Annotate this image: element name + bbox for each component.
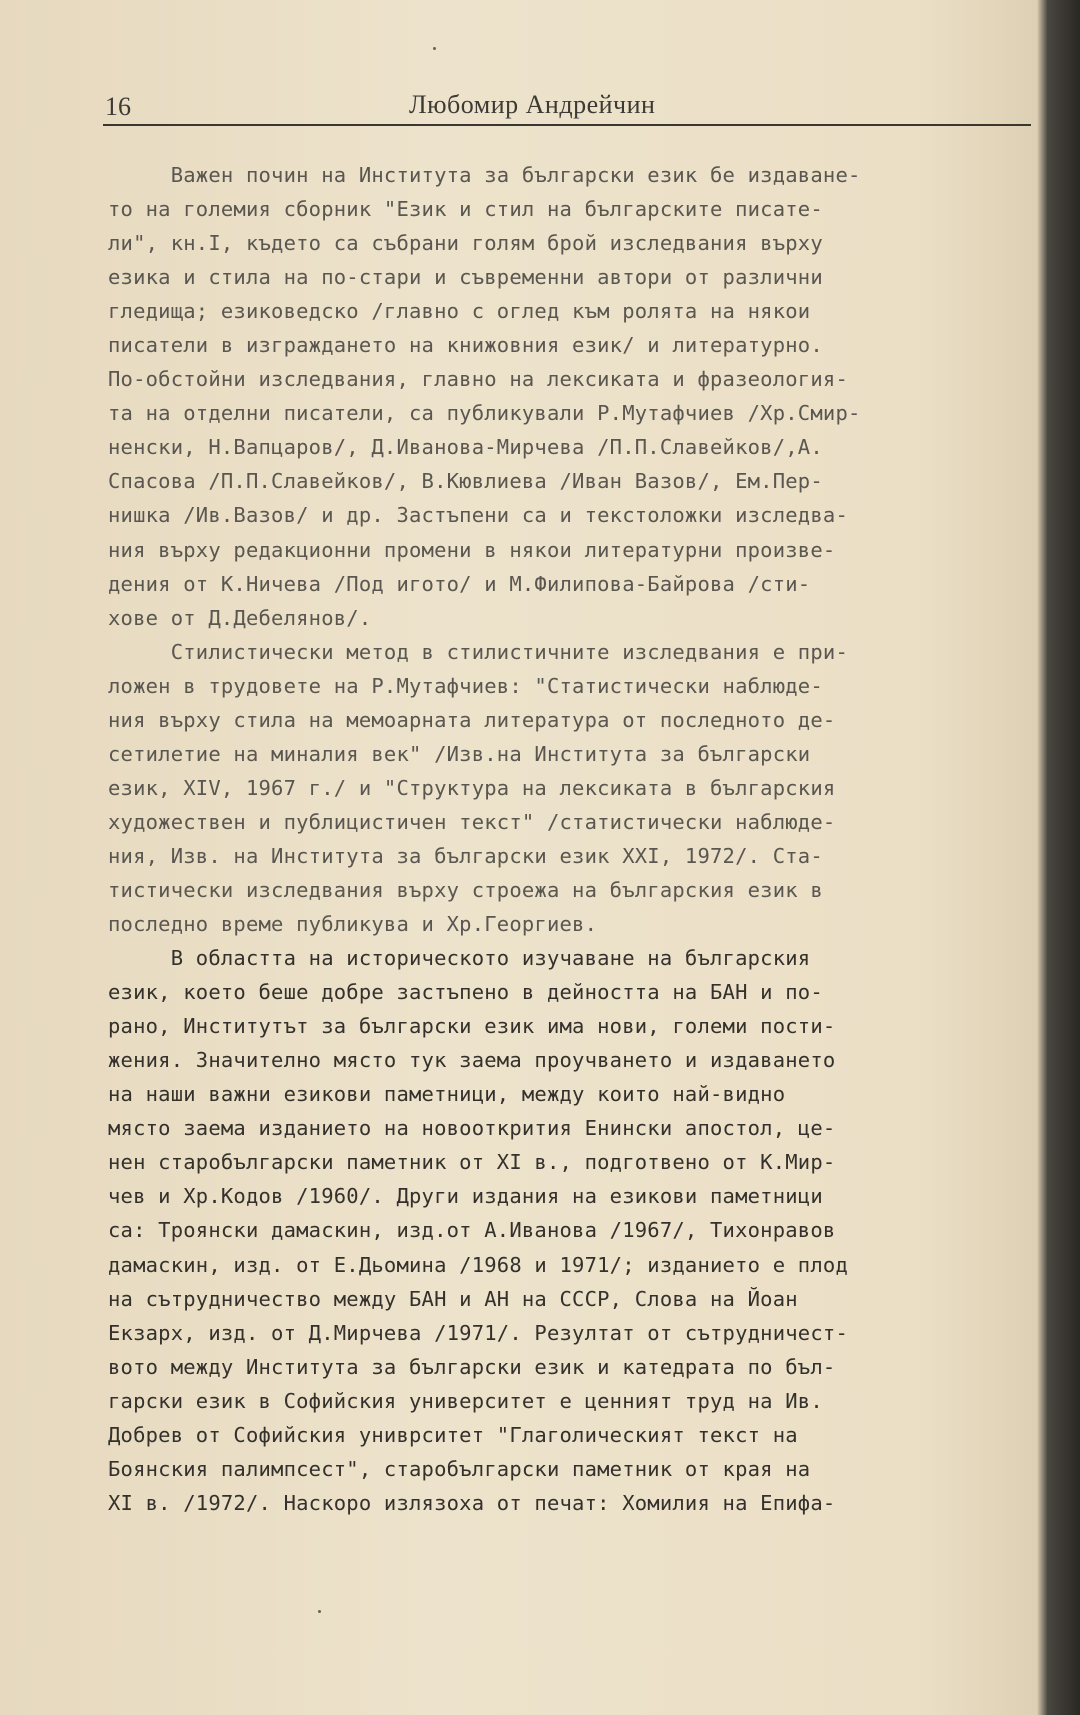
text-line: Екзарх, изд. от Д.Мирчева /1971/. Резултат от сътрудничест- bbox=[108, 1320, 848, 1345]
text-line: хове от Д.Дебелянов/. bbox=[108, 605, 372, 630]
text-line: ния върху стила на мемоарната литература от последното де- bbox=[108, 707, 836, 732]
text-line: на сътрудничество между БАН и АН на СССР, Слова на Йоан bbox=[108, 1286, 798, 1311]
text-line: език, XIV, 1967 г./ и "Структура на лексиката в българския bbox=[108, 775, 836, 800]
text-line: нишка /Ив.Вазов/ и др. Застъпени са и текстоложки изследва- bbox=[108, 503, 848, 528]
text-line: то на големия сборник "Език и стил на българските писате- bbox=[108, 197, 823, 222]
text-line: Важен почин на Института за български език бе издаване- bbox=[108, 163, 861, 187]
text-line: гледища; езиковедско /главно с оглед към ролята на някои bbox=[108, 299, 811, 324]
text-line: художествен и публицистичен текст" /статистически наблюде- bbox=[108, 809, 836, 834]
text-line: Добрев от Софийския униврситет "Глаголическият текст на bbox=[108, 1422, 798, 1447]
page-number: 16 bbox=[105, 92, 131, 121]
text-line: гарски език в Софийския университет е ценният труд на Ив. bbox=[108, 1388, 823, 1413]
paper-speck bbox=[433, 47, 436, 50]
text-line: ния, Изв. на Института за български език XXI, 1972/. Ста- bbox=[108, 843, 823, 868]
body-text bbox=[108, 158, 1038, 1520]
text-line: вото между Института за български език и катедрата по бъл- bbox=[108, 1354, 836, 1379]
text-line: По-обстойни изследвания, главно на лексиката и фразеология- bbox=[108, 367, 848, 392]
text-line: Боянския палимпсест", старобългарски паметник от края на bbox=[108, 1456, 811, 1481]
text-line: та на отделни писатели, са публикували Р.Мутафчиев /Хр.Смир- bbox=[108, 401, 861, 426]
text-line: сетилетие на миналия век" /Изв.на Института за български bbox=[108, 741, 811, 766]
text-line: на наши важни езикови паметници, между които най-видно bbox=[108, 1082, 786, 1107]
text-line: XI в. /1972/. Наскоро излязоха от печат: Хомилия на Епифа- bbox=[108, 1490, 836, 1515]
text-line: тистически изследвания върху строежа на българския език в bbox=[108, 877, 823, 902]
page-header bbox=[103, 90, 1031, 126]
text-line: са: Троянски дамаскин, изд.от А.Иванова /1967/, Тихонравов bbox=[108, 1218, 836, 1243]
text-line: рано, Институтът за български език има нови, големи пости- bbox=[108, 1014, 836, 1039]
text-line: последно време публикува и Хр.Георгиев. bbox=[108, 912, 598, 937]
text-line: чев и Хр.Кодов /1960/. Други издания на езикови паметници bbox=[108, 1184, 823, 1209]
text-line: дения от К.Ничева /Под игото/ и М.Филипова-Байрова /сти- bbox=[108, 571, 811, 596]
text-line: Стилистически метод в стилистичните изследвания е при- bbox=[108, 639, 848, 664]
text-line: писатели в изграждането на книжовния език/ и литературно. bbox=[108, 333, 823, 358]
text-line: ли", кн.I, където са събрани голям брой изследвания върху bbox=[108, 231, 823, 256]
text-line: ния върху редакционни промени в някои литературни произве- bbox=[108, 537, 836, 562]
text-line: ненски, Н.Вапцаров/, Д.Иванова-Мирчева /П.П.Славейков/,А. bbox=[108, 435, 823, 460]
running-head: Любомир Андрейчин bbox=[409, 90, 656, 119]
paper-speck bbox=[318, 1610, 321, 1613]
text-line: ложен в трудовете на Р.Мутафчиев: "Статистически наблюде- bbox=[108, 673, 823, 698]
text-line: езика и стила на по-стари и съвременни автори от различни bbox=[108, 265, 823, 290]
text-line: място заема изданието на новооткрития Енински апостол, це- bbox=[108, 1116, 836, 1141]
text-line: дамаскин, изд. от Е.Дьомина /1968 и 1971/; изданието е плод bbox=[108, 1252, 848, 1277]
text-line: език, което беше добре застъпено в дейността на БАН и по- bbox=[108, 980, 823, 1005]
text-line: жения. Значително място тук заема проучването и издаването bbox=[108, 1048, 836, 1073]
text-line: В областта на историческото изучаване на българския bbox=[108, 946, 811, 971]
text-line: Спасова /П.П.Славейков/, В.Кювлиева /Иван Вазов/, Ем.Пер- bbox=[108, 469, 823, 494]
text-line: нен старобългарски паметник от XI в., подготвено от К.Мир- bbox=[108, 1150, 836, 1175]
